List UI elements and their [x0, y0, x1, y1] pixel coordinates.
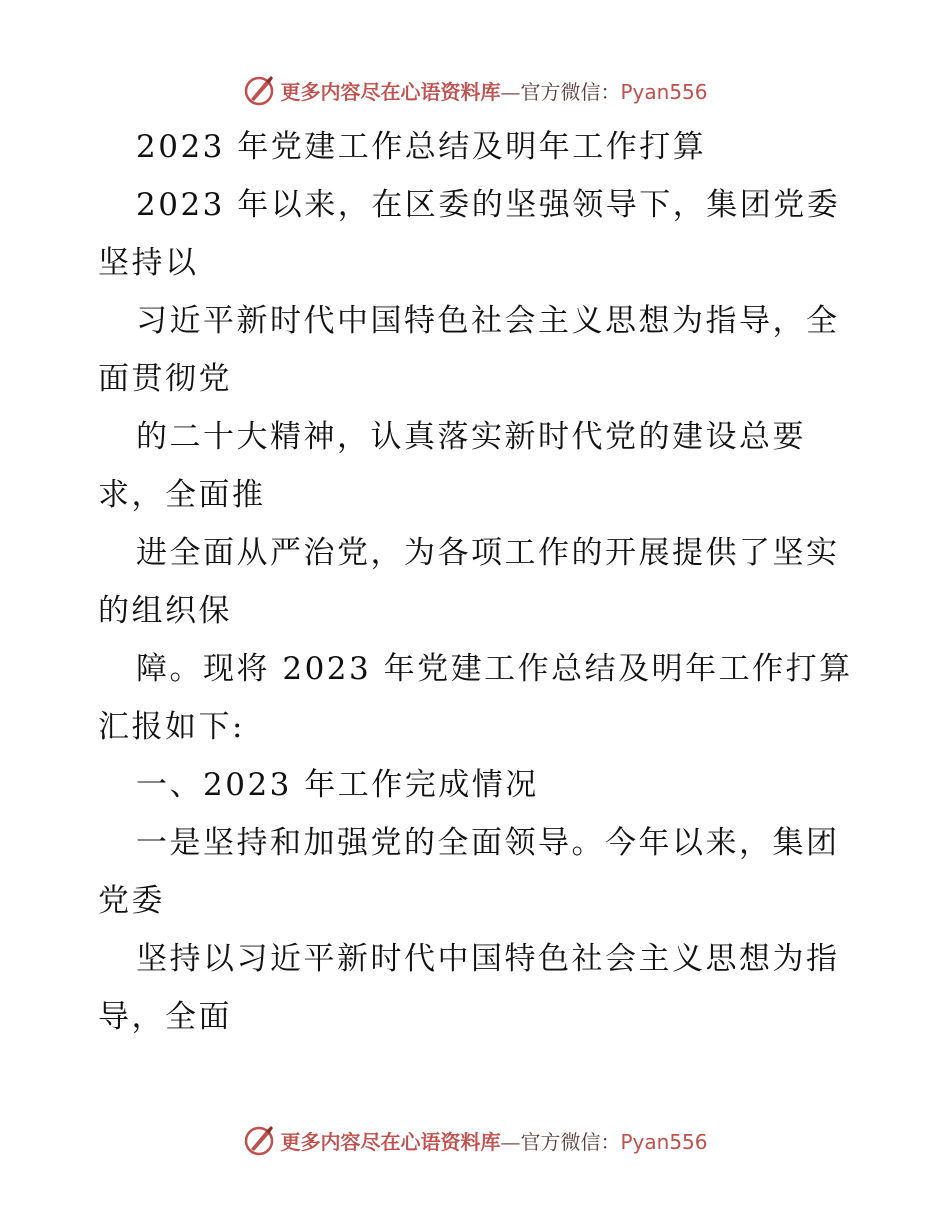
section-heading: 一、2023 年工作完成情况	[136, 767, 539, 803]
text-line: 坚持以	[98, 245, 199, 281]
banner-text: 更多内容尽在心语资料库—官方微信：Pyan556	[280, 79, 708, 104]
text-line: 面贯彻党	[98, 361, 232, 397]
text-line: 求，全面推	[98, 477, 266, 513]
banner-text: 更多内容尽在心语资料库—官方微信：Pyan556	[280, 1129, 708, 1154]
quill-pen-logo-icon	[242, 1123, 276, 1157]
document-title: 2023 年党建工作总结及明年工作打算	[136, 129, 707, 165]
text-line: 汇报如下:	[98, 709, 245, 745]
text-line: 习近平新时代中国特色社会主义思想为指导，全	[136, 303, 840, 339]
quill-pen-logo-icon	[242, 73, 276, 107]
text-line: 障。现将 2023 年党建工作总结及明年工作打算	[136, 651, 853, 687]
text-line: 的组织保	[98, 593, 232, 629]
footer-banner	[0, 1120, 950, 1160]
text-line: 2023 年以来，在区委的坚强领导下，集团党委	[136, 187, 841, 223]
text-line: 导，全面	[98, 999, 232, 1035]
header-banner	[0, 70, 950, 110]
document-body	[98, 118, 858, 1046]
text-line: 进全面从严治党，为各项工作的开展提供了坚实	[136, 535, 840, 571]
text-line: 坚持以习近平新时代中国特色社会主义思想为指	[136, 941, 840, 977]
text-line: 的二十大精神，认真落实新时代党的建设总要	[136, 419, 806, 455]
text-line: 一是坚持和加强党的全面领导。今年以来，集团	[136, 825, 840, 861]
text-line: 党委	[98, 883, 165, 919]
